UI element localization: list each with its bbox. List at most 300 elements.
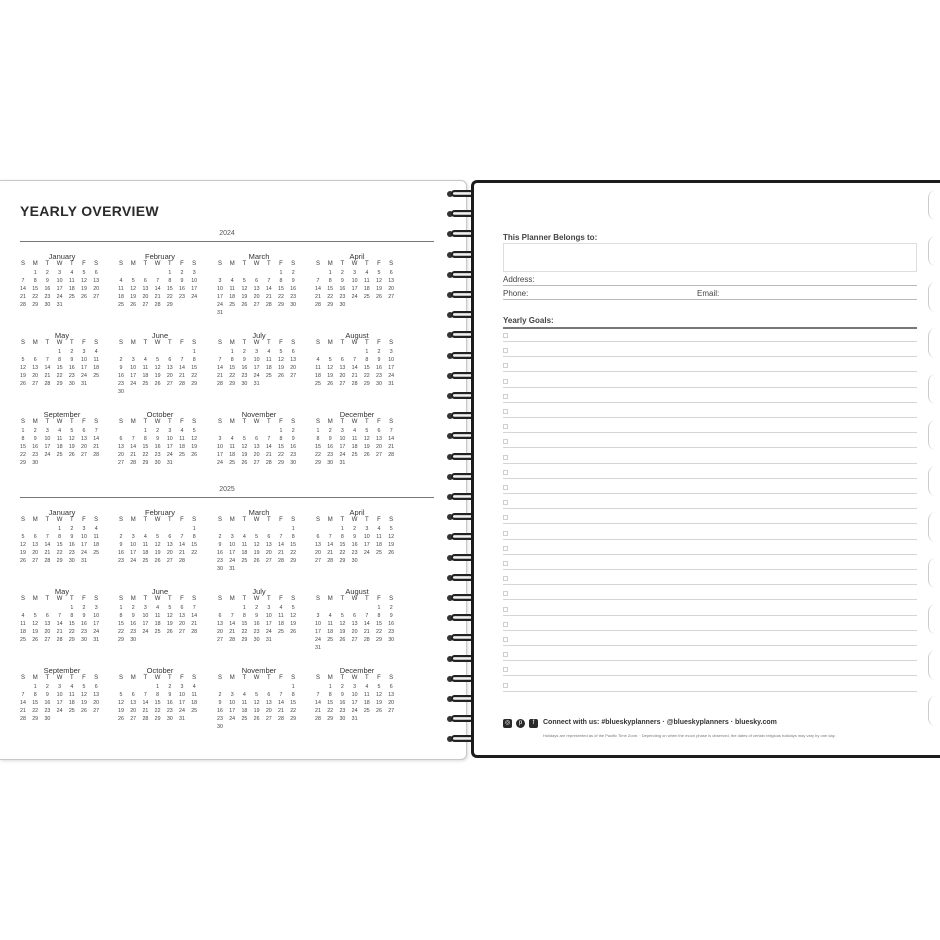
day-cell: 10 <box>315 620 321 627</box>
day-cell: 25 <box>229 301 236 308</box>
day-cell: 19 <box>130 293 137 300</box>
day-cell: 16 <box>339 285 346 292</box>
social-text: Connect with us: #blueskyplanners · @blueskyplanners · bluesky.com <box>543 719 777 726</box>
day-cell: 12 <box>376 277 382 284</box>
day-cell: 3 <box>82 349 86 355</box>
day-cell: 8 <box>192 356 196 363</box>
day-cell: 2 <box>119 533 123 540</box>
day-cell: 18 <box>327 628 334 635</box>
goal-line[interactable] <box>503 675 917 676</box>
day-cell: 21 <box>278 549 284 556</box>
goal-line[interactable] <box>503 539 917 540</box>
day-cell: 13 <box>315 541 321 548</box>
day-cell: 25 <box>68 707 75 714</box>
day-cell: 11 <box>118 285 124 292</box>
day-cell: 7 <box>279 533 283 540</box>
weekday-header: S <box>20 261 25 267</box>
weekday-header: W <box>253 596 260 602</box>
day-cell: 1 <box>340 526 344 532</box>
pinterest-icon[interactable]: p <box>516 719 525 728</box>
day-cell: 9 <box>180 277 184 284</box>
month-name: February <box>144 508 175 517</box>
day-cell: 6 <box>255 277 259 284</box>
day-cell: 28 <box>351 380 358 387</box>
goal-checkbox[interactable] <box>503 439 508 444</box>
day-cell: 8 <box>316 435 320 442</box>
goal-line[interactable] <box>503 615 917 616</box>
goal-line[interactable] <box>503 356 917 357</box>
day-cell: 21 <box>278 707 284 714</box>
day-cell: 6 <box>255 435 259 442</box>
goal-checkbox[interactable] <box>503 485 508 490</box>
day-cell: 23 <box>68 372 75 379</box>
day-cell: 5 <box>131 277 135 284</box>
day-cell: 10 <box>339 435 346 442</box>
day-cell: 23 <box>339 293 346 300</box>
month-name: March <box>248 508 270 517</box>
day-cell: 10 <box>217 443 223 450</box>
weekday-header: W <box>154 517 161 523</box>
phone-email-line[interactable] <box>503 299 917 300</box>
weekday-header: T <box>340 419 345 425</box>
day-cell: 3 <box>192 270 196 276</box>
day-cell: 28 <box>327 557 334 564</box>
day-cell: 29 <box>32 715 39 722</box>
goal-line[interactable] <box>503 569 917 570</box>
page-title: YEARLY OVERVIEW <box>20 203 159 219</box>
day-cell: 21 <box>179 549 185 556</box>
day-cell: 24 <box>315 636 321 643</box>
day-cell: 3 <box>389 349 393 355</box>
day-cell: 12 <box>81 277 87 284</box>
goal-checkbox[interactable] <box>503 591 508 596</box>
day-cell: 30 <box>44 301 51 308</box>
weekday-header: T <box>69 675 74 681</box>
goal-checkbox[interactable] <box>503 348 508 353</box>
day-cell: 3 <box>365 526 369 532</box>
day-cell: 26 <box>327 380 334 387</box>
weekday-header: T <box>45 517 50 523</box>
day-cell: 9 <box>389 612 393 619</box>
day-cell: 24 <box>217 459 223 466</box>
goal-checkbox[interactable] <box>503 561 508 566</box>
day-cell: 30 <box>339 301 346 308</box>
goal-line[interactable] <box>503 417 917 418</box>
day-cell: 15 <box>191 364 198 371</box>
day-cell: 1 <box>58 526 62 532</box>
month-tab[interactable] <box>928 696 940 726</box>
day-cell: 10 <box>44 435 51 442</box>
goal-checkbox[interactable] <box>503 652 508 657</box>
day-cell: 16 <box>68 364 75 371</box>
day-cell: 31 <box>351 715 358 722</box>
day-cell: 12 <box>81 691 87 698</box>
day-cell: 5 <box>70 428 74 434</box>
day-cell: 31 <box>388 380 395 387</box>
day-cell: 26 <box>278 372 284 379</box>
goals-header-rule <box>503 327 917 329</box>
day-cell: 4 <box>119 277 123 284</box>
day-cell: 19 <box>20 549 26 556</box>
day-cell: 19 <box>20 372 26 379</box>
weekday-header: M <box>130 596 136 602</box>
goal-line[interactable] <box>503 691 917 692</box>
day-cell: 3 <box>267 605 271 611</box>
goal-line[interactable] <box>503 447 917 448</box>
goal-checkbox[interactable] <box>503 333 508 338</box>
weekday-header: F <box>82 675 86 681</box>
weekday-header: T <box>167 340 172 346</box>
day-cell: 27 <box>388 707 395 714</box>
goal-checkbox[interactable] <box>503 470 508 475</box>
month-name: May <box>54 587 70 596</box>
day-cell: 20 <box>339 372 346 379</box>
goal-checkbox[interactable] <box>503 531 508 536</box>
goal-checkbox[interactable] <box>503 500 508 505</box>
day-cell: 22 <box>32 707 39 714</box>
goal-line[interactable] <box>503 387 917 388</box>
day-cell: 24 <box>363 549 370 556</box>
goal-checkbox[interactable] <box>503 455 508 460</box>
day-cell: 21 <box>154 293 161 300</box>
day-cell: 17 <box>217 451 223 458</box>
day-cell: 5 <box>242 435 246 442</box>
goal-checkbox[interactable] <box>503 379 508 384</box>
month-tab[interactable] <box>928 190 940 220</box>
day-cell: 17 <box>56 285 63 292</box>
day-cell: 17 <box>93 620 100 627</box>
day-cell: 7 <box>180 533 184 540</box>
day-cell: 26 <box>376 293 382 300</box>
goal-line[interactable] <box>503 523 917 524</box>
day-cell: 18 <box>241 549 248 556</box>
day-cell: 26 <box>20 557 26 564</box>
weekday-header: W <box>154 419 161 425</box>
goal-line[interactable] <box>503 584 917 585</box>
weekday-header: T <box>364 419 369 425</box>
day-cell: 28 <box>142 715 149 722</box>
day-cell: 11 <box>179 435 185 442</box>
day-cell: 29 <box>56 380 63 387</box>
day-cell: 26 <box>154 380 161 387</box>
goal-line[interactable] <box>503 630 917 631</box>
goal-checkbox[interactable] <box>503 637 508 642</box>
day-cell: 25 <box>154 628 161 635</box>
day-cell: 11 <box>241 699 248 706</box>
day-cell: 27 <box>32 557 39 564</box>
day-cell: 8 <box>279 277 283 284</box>
day-cell: 7 <box>143 691 147 698</box>
day-cell: 22 <box>229 372 236 379</box>
instagram-icon[interactable]: ◎ <box>504 720 511 726</box>
day-cell: 22 <box>142 451 149 458</box>
day-cell: 30 <box>166 715 173 722</box>
day-cell: 7 <box>131 435 135 442</box>
day-cell: 14 <box>265 285 272 292</box>
month-name: October <box>146 666 174 675</box>
day-cell: 14 <box>278 699 284 706</box>
day-cell: 24 <box>130 380 137 387</box>
day-cell: 16 <box>290 285 297 292</box>
day-cell: 20 <box>130 707 137 714</box>
weekday-header: S <box>192 517 197 523</box>
day-cell: 2 <box>218 533 222 540</box>
day-cell: 11 <box>20 620 26 627</box>
day-cell: 20 <box>388 699 395 706</box>
day-cell: 3 <box>143 605 147 611</box>
day-cell: 1 <box>316 428 320 434</box>
facebook-icon[interactable]: f <box>529 719 538 728</box>
day-cell: 15 <box>229 364 236 371</box>
weekday-header: W <box>253 419 260 425</box>
day-cell: 28 <box>265 459 272 466</box>
month-tab[interactable] <box>928 282 940 312</box>
day-cell: 14 <box>363 620 370 627</box>
day-cell: 16 <box>154 443 161 450</box>
weekday-header: T <box>364 261 369 267</box>
goal-checkbox[interactable] <box>503 667 508 672</box>
day-cell: 13 <box>376 435 382 442</box>
day-cell: 7 <box>230 612 234 619</box>
day-cell: 13 <box>44 620 51 627</box>
day-cell: 2 <box>45 270 49 276</box>
day-cell: 25 <box>241 715 248 722</box>
owner-name-field[interactable] <box>503 243 917 272</box>
day-cell: 13 <box>118 443 124 450</box>
day-cell: 11 <box>154 612 161 619</box>
day-cell: 26 <box>253 557 260 564</box>
goal-checkbox[interactable] <box>503 546 508 551</box>
day-cell: 11 <box>142 364 149 371</box>
day-cell: 21 <box>265 293 272 300</box>
day-cell: 3 <box>255 349 259 355</box>
goal-line[interactable] <box>503 508 917 509</box>
day-cell: 27 <box>265 557 272 564</box>
day-cell: 11 <box>229 285 235 292</box>
weekday-header: T <box>266 419 271 425</box>
goal-checkbox[interactable] <box>503 409 508 414</box>
day-cell: 14 <box>191 612 198 619</box>
day-cell: 1 <box>192 526 196 532</box>
day-cell: 6 <box>389 270 393 276</box>
goal-checkbox[interactable] <box>503 394 508 399</box>
day-cell: 1 <box>365 349 369 355</box>
goal-line[interactable] <box>503 660 917 661</box>
goal-line[interactable] <box>503 402 917 403</box>
goal-line[interactable] <box>503 645 917 646</box>
day-cell: 4 <box>316 356 320 363</box>
email-label: Email: <box>697 289 720 298</box>
day-cell: 8 <box>365 356 369 363</box>
day-cell: 10 <box>130 541 137 548</box>
day-cell: 27 <box>93 707 100 714</box>
phone-label: Phone: <box>503 289 529 298</box>
day-cell: 1 <box>279 270 283 276</box>
day-cell: 15 <box>290 699 297 706</box>
month-name: July <box>252 587 266 596</box>
goal-checkbox[interactable] <box>503 515 508 520</box>
weekday-header: T <box>143 596 148 602</box>
day-cell: 16 <box>166 699 173 706</box>
month-name: April <box>349 252 365 261</box>
day-cell: 29 <box>290 715 297 722</box>
weekday-header: S <box>94 419 99 425</box>
day-cell: 7 <box>267 435 271 442</box>
weekday-header: F <box>180 340 184 346</box>
day-cell: 4 <box>279 605 283 611</box>
day-cell: 14 <box>44 541 51 548</box>
goal-checkbox[interactable] <box>503 424 508 429</box>
weekday-header: S <box>20 517 25 523</box>
day-cell: 1 <box>291 684 295 690</box>
day-cell: 27 <box>166 380 173 387</box>
goal-line[interactable] <box>503 478 917 479</box>
day-cell: 21 <box>142 707 149 714</box>
weekday-header: T <box>340 596 345 602</box>
goal-line[interactable] <box>503 463 917 464</box>
day-cell: 31 <box>339 459 346 466</box>
goal-line[interactable] <box>503 432 917 433</box>
day-cell: 24 <box>229 715 236 722</box>
goal-line[interactable] <box>503 599 917 600</box>
day-cell: 20 <box>118 451 124 458</box>
day-cell: 27 <box>130 715 137 722</box>
day-cell: 25 <box>118 301 124 308</box>
day-cell: 13 <box>265 699 272 706</box>
goal-line[interactable] <box>503 341 917 342</box>
goal-line[interactable] <box>503 554 917 555</box>
goal-checkbox[interactable] <box>503 607 508 612</box>
month-tab[interactable] <box>928 558 940 588</box>
day-cell: 20 <box>253 293 260 300</box>
day-cell: 21 <box>44 372 51 379</box>
weekday-header: W <box>56 596 63 602</box>
day-cell: 6 <box>267 533 271 540</box>
weekday-header: S <box>192 419 197 425</box>
address-line[interactable] <box>503 285 917 286</box>
day-cell: 31 <box>315 644 321 651</box>
day-cell: 15 <box>32 699 39 706</box>
month-tab[interactable] <box>928 236 940 266</box>
day-cell: 9 <box>119 364 123 371</box>
day-cell: 14 <box>56 620 63 627</box>
day-cell: 4 <box>267 349 271 355</box>
goal-checkbox[interactable] <box>503 576 508 581</box>
day-cell: 1 <box>70 605 74 611</box>
day-cell: 26 <box>241 459 248 466</box>
weekday-header: S <box>118 340 123 346</box>
day-cell: 21 <box>351 372 358 379</box>
day-cell: 5 <box>377 270 381 276</box>
weekday-header: T <box>340 675 345 681</box>
day-cell: 29 <box>154 715 161 722</box>
month-tab[interactable] <box>928 374 940 404</box>
day-cell: 22 <box>327 293 334 300</box>
day-cell: 16 <box>327 443 334 450</box>
day-cell: 5 <box>279 349 283 355</box>
weekday-header: S <box>217 419 222 425</box>
day-cell: 3 <box>340 428 344 434</box>
day-cell: 7 <box>389 428 393 434</box>
day-cell: 9 <box>340 277 344 284</box>
day-cell: 8 <box>168 277 172 284</box>
day-cell: 30 <box>290 301 297 308</box>
day-cell: 12 <box>32 620 39 627</box>
day-cell: 12 <box>20 541 26 548</box>
day-cell: 26 <box>154 557 161 564</box>
goal-line[interactable] <box>503 493 917 494</box>
month-tab[interactable] <box>928 604 940 634</box>
day-cell: 12 <box>241 285 248 292</box>
month-name: January <box>48 252 76 261</box>
goal-checkbox[interactable] <box>503 683 508 688</box>
day-cell: 17 <box>130 549 137 556</box>
day-cell: 25 <box>376 549 382 556</box>
day-cell: 25 <box>241 557 248 564</box>
day-cell: 9 <box>291 435 295 442</box>
goal-checkbox[interactable] <box>503 363 508 368</box>
day-cell: 4 <box>230 277 234 284</box>
day-cell: 13 <box>290 356 297 363</box>
day-cell: 19 <box>278 364 284 371</box>
day-cell: 9 <box>255 612 259 619</box>
day-cell: 4 <box>143 533 147 540</box>
day-cell: 14 <box>142 699 149 706</box>
day-cell: 18 <box>229 451 236 458</box>
month-tab[interactable] <box>928 650 940 680</box>
month-tab[interactable] <box>928 420 940 450</box>
day-cell: 19 <box>166 620 173 627</box>
day-cell: 21 <box>20 293 26 300</box>
day-cell: 7 <box>180 356 184 363</box>
weekday-header: S <box>291 675 296 681</box>
month-tab[interactable] <box>928 512 940 542</box>
month-name: January <box>48 508 76 517</box>
day-cell: 27 <box>32 380 39 387</box>
goal-line[interactable] <box>503 371 917 372</box>
day-cell: 15 <box>118 620 124 627</box>
day-cell: 8 <box>192 533 196 540</box>
day-cell: 29 <box>315 459 321 466</box>
day-cell: 11 <box>229 443 235 450</box>
day-cell: 7 <box>45 533 49 540</box>
day-cell: 17 <box>253 364 260 371</box>
weekday-header: M <box>229 675 235 681</box>
day-cell: 25 <box>327 636 334 643</box>
day-cell: 12 <box>363 435 370 442</box>
goal-checkbox[interactable] <box>503 622 508 627</box>
month-tab[interactable] <box>928 328 940 358</box>
day-cell: 6 <box>33 533 37 540</box>
weekday-header: S <box>20 419 25 425</box>
day-cell: 15 <box>327 285 334 292</box>
day-cell: 18 <box>142 549 149 556</box>
month-name: June <box>151 331 169 340</box>
day-cell: 16 <box>44 285 51 292</box>
day-cell: 21 <box>217 372 223 379</box>
day-cell: 8 <box>291 533 295 540</box>
day-cell: 4 <box>377 526 381 532</box>
day-cell: 17 <box>166 443 173 450</box>
month-tab[interactable] <box>928 466 940 496</box>
day-cell: 10 <box>351 277 358 284</box>
day-cell: 12 <box>339 620 346 627</box>
weekday-header: M <box>229 340 235 346</box>
weekday-header: M <box>327 419 333 425</box>
weekday-header: W <box>253 261 260 267</box>
day-cell: 18 <box>191 699 198 706</box>
day-cell: 24 <box>217 301 223 308</box>
